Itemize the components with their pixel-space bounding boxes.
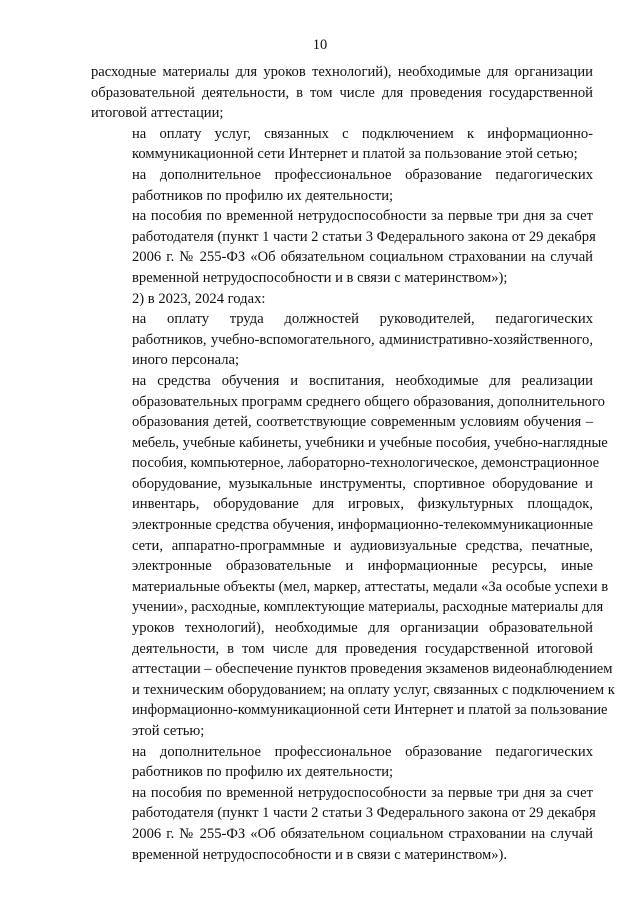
text-line: временной нетрудоспособности и в связи с материнством»); (132, 269, 508, 286)
paragraph (91, 309, 593, 371)
text-line: оборудование, музыкальные инструменты, спортивное оборудование и (132, 475, 593, 492)
page-number: 10 (312, 37, 328, 53)
text-line: работников, учебно-вспомогательного, административно-хозяйственного, (132, 331, 593, 348)
paragraph (91, 206, 596, 288)
text-line: пособия, компьютерное, лабораторно-технологическое, демонстрационное (132, 455, 600, 472)
text-line: 2) в 2023, 2024 годах: (132, 290, 266, 307)
text-line: работодателя (пункт 1 части 2 статьи 3 Федерального закона от 29 декабря (132, 228, 596, 245)
text-line: и техническим оборудованием; на оплату услуг, связанных с подключением к (132, 681, 615, 698)
text-line: образовательных программ среднего общего образования, дополнительного (132, 393, 605, 410)
text-line: расходные материалы для уроков технологий), необходимые для организации (91, 64, 593, 80)
text-line: учении», расходные, комплектующие материалы, расходные материалы для (132, 599, 604, 616)
text-line: итоговой аттестации; (91, 105, 224, 122)
text-line: материальные объекты (мел, маркер, аттестаты, медали «За особые успехи в (132, 578, 609, 595)
text-line: на дополнительное профессиональное образование педагогических (132, 166, 593, 183)
text-line: мебель, учебные кабинеты, учебники и учебные пособия, учебно-наглядные (132, 434, 608, 451)
paragraph (91, 783, 596, 865)
text-line: временной нетрудоспособности и в связи с материнством»). (132, 846, 508, 863)
text-line: коммуникационной сети Интернет и платой за пользование этой сетью; (132, 146, 578, 163)
text-line: информационно-коммуникационной сети Интернет и платой за пользование (132, 702, 608, 719)
text-line: на оплату труда должностей руководителей, педагогических (132, 311, 593, 328)
document-body (91, 62, 615, 865)
paragraph (91, 62, 593, 124)
text-line: образовательной деятельности, в том числе для проведения государственной (91, 84, 593, 101)
text-line: работников по профилю их деятельности; (132, 764, 394, 781)
text-line: электронные образовательные и информационные ресурсы, иные (132, 558, 593, 575)
text-line: иного персонала; (132, 352, 240, 369)
paragraph (91, 371, 615, 742)
text-line: работодателя (пункт 1 части 2 статьи 3 Федерального закона от 29 декабря (132, 805, 596, 822)
paragraph (91, 289, 593, 310)
paragraph (91, 742, 593, 783)
text-line: 2006 г. № 255-ФЗ «Об обязательном социальном страховании на случай (132, 825, 593, 842)
text-line: на оплату услуг, связанных с подключением к информационно- (132, 125, 593, 142)
text-line: инвентарь, оборудование для игровых, физкультурных площадок, (132, 496, 593, 513)
text-line: на пособия по временной нетрудоспособности за первые три дня за счет (132, 784, 593, 801)
text-line: на дополнительное профессиональное образование педагогических (132, 743, 593, 760)
paragraph (91, 165, 593, 206)
text-line: электронные средства обучения, информационно-телекоммуникационные (132, 517, 593, 534)
text-line: сети, аппаратно-программные и аудиовизуальные средства, печатные, (132, 537, 593, 554)
text-line: уроков технологий), необходимые для организации образовательной (132, 620, 593, 637)
text-line: на средства обучения и воспитания, необходимые для реализации (132, 372, 593, 389)
text-line: работников по профилю их деятельности; (132, 187, 394, 204)
text-line: образования детей, соответствующие современным условиям обучения – (132, 414, 593, 431)
text-line: на пособия по временной нетрудоспособности за первые три дня за счет (132, 208, 593, 225)
text-line: деятельности, в том числе для проведения государственной итоговой (132, 640, 593, 657)
text-line: 2006 г. № 255-ФЗ «Об обязательном социальном страховании на случай (132, 249, 593, 266)
text-line: этой сетью; (132, 723, 205, 739)
text-line: аттестации – обеспечение пунктов проведения экзаменов видеонаблюдением (132, 661, 613, 678)
paragraph (91, 124, 593, 165)
